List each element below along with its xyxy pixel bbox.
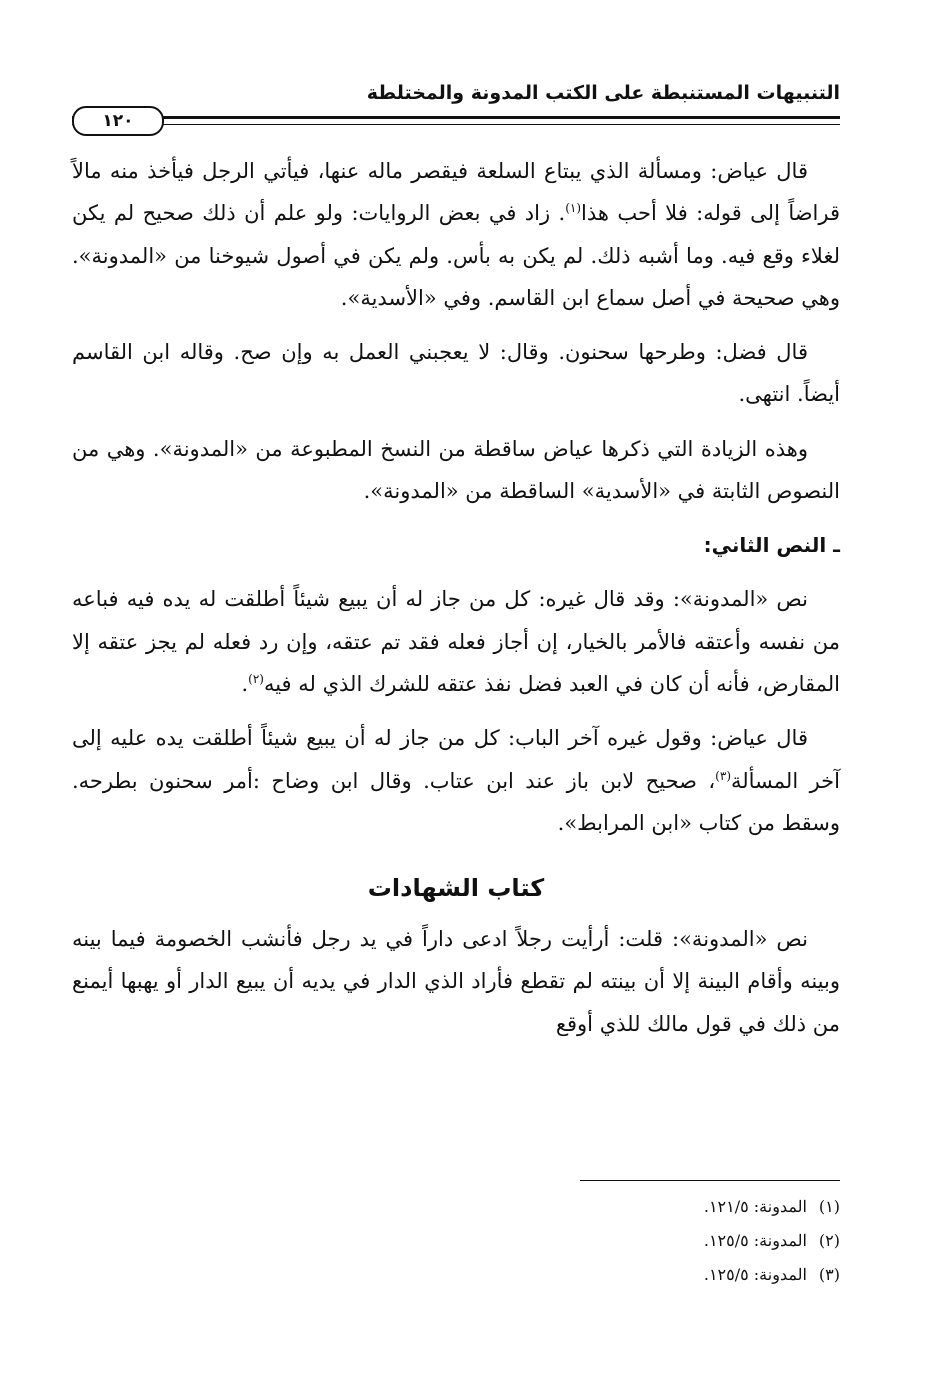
footnote-number: (٢) bbox=[818, 1231, 840, 1250]
section-subheading: ـ النص الثاني: bbox=[703, 533, 840, 558]
footnote-item bbox=[440, 1224, 840, 1258]
footnote-number: (١) bbox=[818, 1197, 840, 1216]
footnote-text: المدونة: ١٢٥/٥. bbox=[703, 1265, 807, 1284]
footnote-separator bbox=[580, 1180, 840, 1181]
footnote-number: (٣) bbox=[818, 1265, 840, 1284]
chapter-title: كتاب الشهادات bbox=[367, 874, 545, 903]
paragraph-5-text-a: قال عياض: وقول غيره آخر الباب: كل من جاز له أن يبيع شيئاً أطلقت يده عليه إلى آخر المسألة bbox=[72, 726, 840, 793]
footnote-ref-1: (١) bbox=[565, 201, 582, 216]
page-number-badge: ١٢٠ bbox=[72, 106, 164, 136]
paragraph-4 bbox=[72, 578, 840, 705]
main-text bbox=[72, 150, 840, 1057]
page-header bbox=[72, 78, 840, 140]
footnote-item bbox=[440, 1190, 840, 1224]
footnote-text: المدونة: ١٢١/٥. bbox=[703, 1197, 807, 1216]
footnote-text: المدونة: ١٢٥/٥. bbox=[703, 1231, 807, 1250]
paragraph-1 bbox=[72, 150, 840, 319]
paragraph-5 bbox=[72, 717, 840, 844]
running-title: التنبيهات المستنبطة على الكتب المدونة والمختلطة bbox=[366, 82, 840, 104]
paragraph-1-text-a: قال عياض: ومسألة الذي يبتاع السلعة فيقصر ماله عنها، فيأتي الرجل فيأخذ منه مالاً قراضاً إلى قوله: فلا أحب هذا bbox=[72, 159, 841, 226]
paragraph-2: قال فضل: وطرحها سحنون. وقال: لا يعجبني العمل به وإن صح. وقاله ابن القاسم أيضاً. انتهى. bbox=[72, 340, 840, 407]
header-rule-thick bbox=[72, 116, 840, 119]
footnotes bbox=[440, 1190, 840, 1292]
footnote-item bbox=[440, 1258, 840, 1292]
footnote-ref-3: (٣) bbox=[715, 768, 731, 783]
paragraph-4-text-b: . bbox=[241, 671, 249, 696]
footnote-ref-2: (٢) bbox=[248, 671, 264, 686]
header-rule-thin bbox=[72, 124, 840, 125]
paragraph-3: وهذه الزيادة التي ذكرها عياض ساقطة من النسخ المطبوعة من «المدونة». وهي من النصوص الثابتة في «الأسدية» الساقطة من «المدونة». bbox=[72, 436, 840, 504]
paragraph-4-text-a: نص «المدونة»: وقد قال غيره: كل من جاز له أن يبيع شيئاً أطلقت له يده فيه فباعه من نفسه وأعتقه فالأمر بالخيار، إن أجاز فعله فقد تم عتقه، وإن رد فعله لم يجز عتقه إلا المقارض، فأنه أن كان في العبد فضل نفذ عتقه للشرك الذي له فيه bbox=[72, 587, 840, 696]
paragraph-1-text-b: . زاد في بعض الروايات: ولو علم أن ذلك صحيح لم يكن لغلاء وقع فيه. وما أشبه ذلك. لم يكن به بأس. ولم يكن في أصول شيوخنا من «المدونة». وهي صحيحة في أصل سماع ابن القاسم. وفي «الأسدية». bbox=[72, 201, 840, 310]
paragraph-6: نص «المدونة»: قلت: أرأيت رجلاً ادعى داراً في يد رجل فأنشب الخصومة فيما بينه وبينه وأقام البينة إلا أن بينته لم تقطع فأراد الذي الدار في يديه أن يبيع الدار أو يهبها أيمنع من ذلك في قول مالك للذي أوقع bbox=[72, 927, 840, 1036]
paragraph-5-text-b: ، صحيح لابن باز عند ابن عتاب. وقال ابن وضاح :أمر سحنون بطرحه. وسقط من كتاب «ابن المرابط». bbox=[72, 768, 840, 835]
